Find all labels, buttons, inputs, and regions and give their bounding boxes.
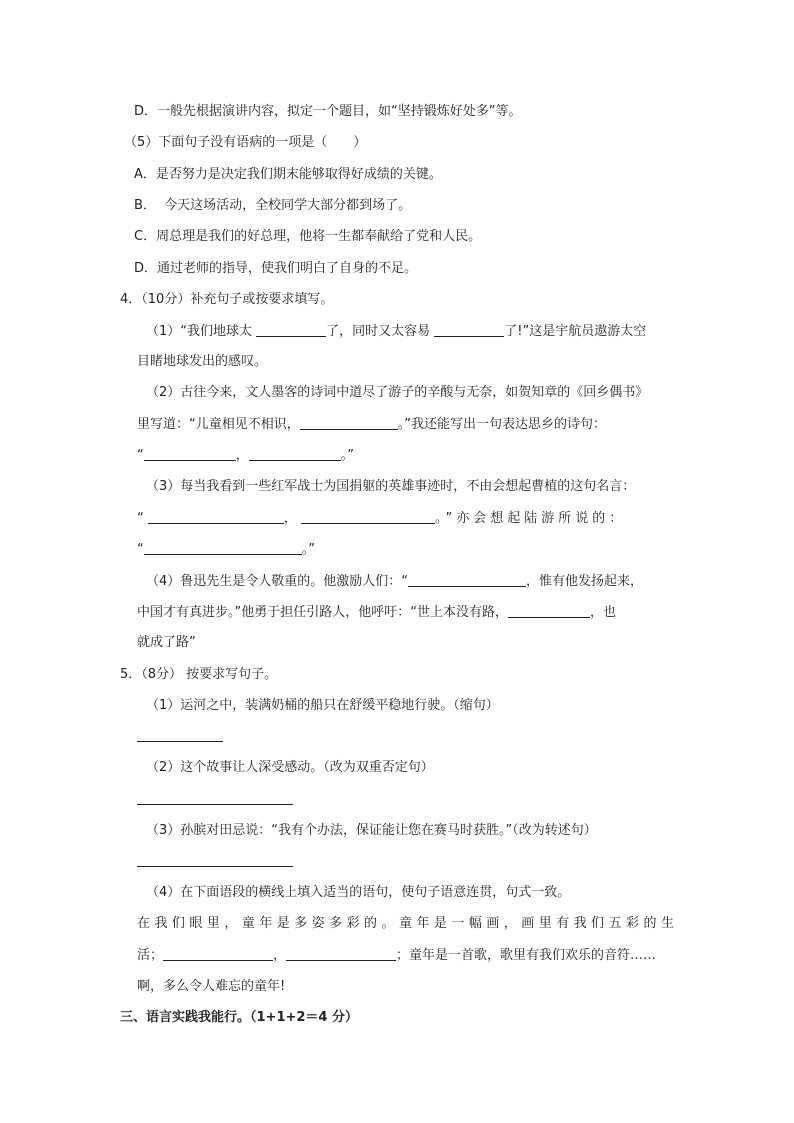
q3-sub5-option-a: A．是否努力是决定我们期末能够取得好成绩的关键。 (134, 167, 442, 182)
q4-p4-text-b: ，惟有他发扬起来， (526, 574, 644, 589)
q4-p4-text-d: ，也 (589, 605, 616, 620)
q4-p3-close-quote: 。” (301, 542, 315, 557)
q5-answer-line-3[interactable] (137, 865, 293, 867)
q5-item-1: （1）运河之中，装满奶桶的船只在舒缓平稳地行驶。（缩句） (146, 698, 499, 713)
q5-header: 5．（8分） 按要求写句子。 (120, 667, 278, 682)
q5-para-text-b: ；童年是一首歌，歌里有我们欢乐的音符…… (396, 948, 657, 963)
q3-sub5-option-c: C．周总理是我们的好总理，他将一生都奉献给了党和人民。 (134, 229, 482, 244)
q4-p1-text-a: （1）“我们地球太 (146, 324, 257, 339)
q4-p1-text-c: 了!”这是宇航员遨游太空 (504, 324, 647, 339)
q4-p2-line3 (137, 446, 354, 465)
section-3-title: 三、语言实践我能行。（1+1+2＝4 分） (120, 1010, 358, 1025)
q4-p1-line2: 目睹地球发出的感叹。 (137, 354, 268, 369)
q5-answer-line-2[interactable] (137, 803, 293, 805)
q5-answer-line-1[interactable] (137, 740, 223, 742)
q4-p4-text-c: 中国才有真进步。”他勇于担任引路人，他呼吁：“世上本没有路， (137, 605, 508, 620)
q5-para-line1: 在我们眼里，童年是多姿多彩的。童年是一幅画，画里有我们五彩的生 (137, 916, 674, 931)
q4-p2-comma: ， (235, 448, 249, 463)
q4-p3-comma: ， (283, 511, 297, 526)
q4-p2-blank-2[interactable] (144, 446, 236, 461)
q4-p3-text-rest: 。”亦会想起陆游所说的： (435, 511, 627, 526)
q4-p1-blank-2[interactable] (434, 322, 504, 337)
q4-p2-close-quote: 。” (340, 448, 355, 463)
q4-p2-blank-1[interactable] (300, 415, 398, 430)
q4-p2-blank-3[interactable] (249, 446, 341, 461)
q5-item-3: （3）孙膑对田忌说：“我有个办法，保证能让您在赛马时获胜。”（改为转述句） (146, 823, 597, 838)
q5-item-4: （4）在下面语段的横线上填入适当的语句，使句子语意连贯，句式一致。 (146, 885, 571, 900)
q4-p2-line2 (137, 415, 606, 434)
q4-p1-text-b: 了，同时又太容易 (326, 324, 435, 339)
q4-p3-blank-1[interactable] (148, 509, 284, 524)
q3-sub5-option-b: B． 今天这场活动，全校同学大部分都到场了。 (134, 198, 412, 213)
q4-p4-line1 (146, 572, 643, 591)
q4-p4-line2 (137, 603, 616, 622)
q4-p4-blank-2[interactable] (508, 603, 590, 618)
q3-option-d: D．一般先根据演讲内容，拟定一个题目，如“坚持锻炼好处多”等。 (134, 104, 522, 119)
q4-p4-line3: 就成了路” (137, 635, 196, 650)
q5-para-blank-1[interactable] (163, 946, 273, 961)
q4-header: 4．（10分）补充句子或按要求填写。 (120, 292, 334, 307)
q4-p3-line2 (137, 509, 626, 528)
q4-p4-blank-1[interactable] (408, 572, 526, 587)
q4-p3-blank-2[interactable] (301, 509, 435, 524)
q4-p2-text-b: 。”我还能写出一句表达思乡的诗句： (397, 417, 606, 432)
q5-para-blank-2[interactable] (286, 946, 396, 961)
q4-p3-open-quote-2: “ (137, 542, 144, 557)
q4-p2-open-quote: “ (137, 448, 144, 463)
q5-para-text-a: 活； (137, 948, 164, 963)
q4-p1-blank-1[interactable] (256, 322, 326, 337)
q4-p3-line3 (137, 540, 315, 559)
q3-sub5-option-d: D．通过老师的指导，使我们明白了自身的不足。 (134, 261, 418, 276)
q4-p3-open-quote: “ (137, 511, 144, 526)
q4-p3-line1: （3）每当我看到一些红军战士为国捐躯的英雄事迹时，不由会想起曹植的这句名言： (146, 479, 636, 494)
q4-p3-blank-3[interactable] (144, 540, 302, 555)
q4-p2-text-a: 里写道：“儿童相见不相识， (137, 417, 300, 432)
q5-para-line3: 啊，多么令人难忘的童年! (137, 979, 286, 994)
q4-p1-line1 (146, 322, 646, 341)
q4-p4-text-a: （4）鲁迅先生是令人敬重的。他激励人们：“ (146, 574, 409, 589)
q3-sub5-question: （5）下面句子没有语病的一项是（ ） (124, 135, 367, 150)
q5-para-line2 (137, 946, 656, 965)
q4-p2-line1: （2）古往今来，文人墨客的诗词中道尽了游子的辛酸与无奈，如贺知章的《回乡偶书》 (146, 385, 649, 400)
q5-para-comma: ， (273, 948, 287, 963)
q5-item-2: （2）这个故事让人深受感动。（改为双重否定句） (146, 760, 434, 775)
